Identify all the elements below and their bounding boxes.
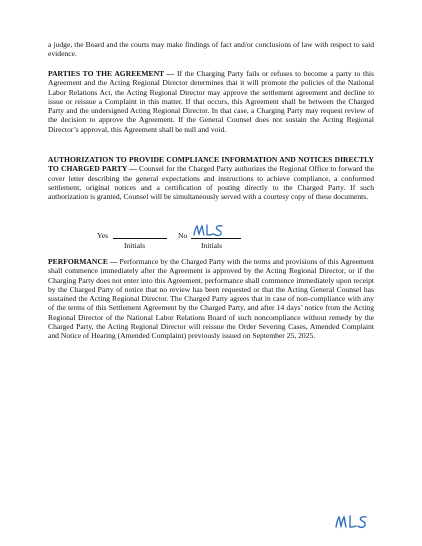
heading-authorization: AUTHORIZATION TO PROVIDE COMPLIANCE INFORMATION AND NOTICES DIRECTLY TO CHARGED PARTY — — [48, 155, 374, 174]
yes-initials-caption: Initials — [124, 241, 146, 250]
paragraph-performance — [48, 257, 374, 341]
no-initials-signature — [192, 222, 232, 240]
heading-performance: PERFORMANCE — — [48, 257, 118, 266]
footer-initials-signature — [334, 512, 374, 532]
yes-label: Yes — [97, 231, 109, 240]
yes-initials-line[interactable] — [113, 238, 167, 239]
authorization-body: Counsel for the Charged Party authorizes the Regional Office to forward the cover letter describing the general expectations and instructions to achieve compliance, a conformed settlement, original notices and a certification of posting directly to the Charged Party. If such authorization is granted, Counsel will be simultaneously served with a courtesy copy of these documents. — [48, 164, 374, 202]
no-label: No — [178, 231, 188, 240]
no-initials-caption: Initials — [201, 241, 223, 250]
parties-body: If the Charging Party fails or refuses to become a party to this Agreement and the Acting Regional Director determines that it will promote the policies of the National Labor Relations Act, the Acting Regional Director may approve the settlement agreement and decline to issue or reissue a Complaint in this matter. If that occurs, this Agreement shall be between the Charged Party and the undersigned Acting Regional Director. In that case, a Charging Party may request review of the decision to approve the Agreement. If the General Counsel does not sustain the Acting Regional Director’s approval, this Agreement shall be null and void. — [48, 69, 374, 134]
paragraph-parties-to-agreement — [48, 69, 374, 134]
performance-body: Performance by the Charged Party with the terms and provisions of this Agreement shall commence immediately after the Agreement is approved by the Acting Regional Director, or if the Charging Party does not enter into this Agreement, performance shall commence immediately upon receipt by the Charged Party of notice that no review has been requested or that the Acting General Counsel has sustained the Acting Regional Director. The Charged Party agrees that in case of non-compliance with any of the terms of this Settlement Agreement by the Charged Party, and after 14 days’ notice from the Acting Regional Director of the National Labor Relations Board of such noncompliance without remedy by the Charged Party, the Acting Regional Director will reissue the Order Severing Cases, Amended Complaint and Notice of Hearing (Amended Complaint) previously issued on September 25, 2025. — [48, 257, 374, 341]
heading-parties-to-agreement: PARTIES TO THE AGREEMENT — — [48, 69, 175, 78]
paragraph-authorization — [48, 155, 374, 201]
paragraph-evidence: a judge, the Board and the courts may make findings of fact and/or conclusions of law with respect to said evidence. — [48, 40, 374, 59]
